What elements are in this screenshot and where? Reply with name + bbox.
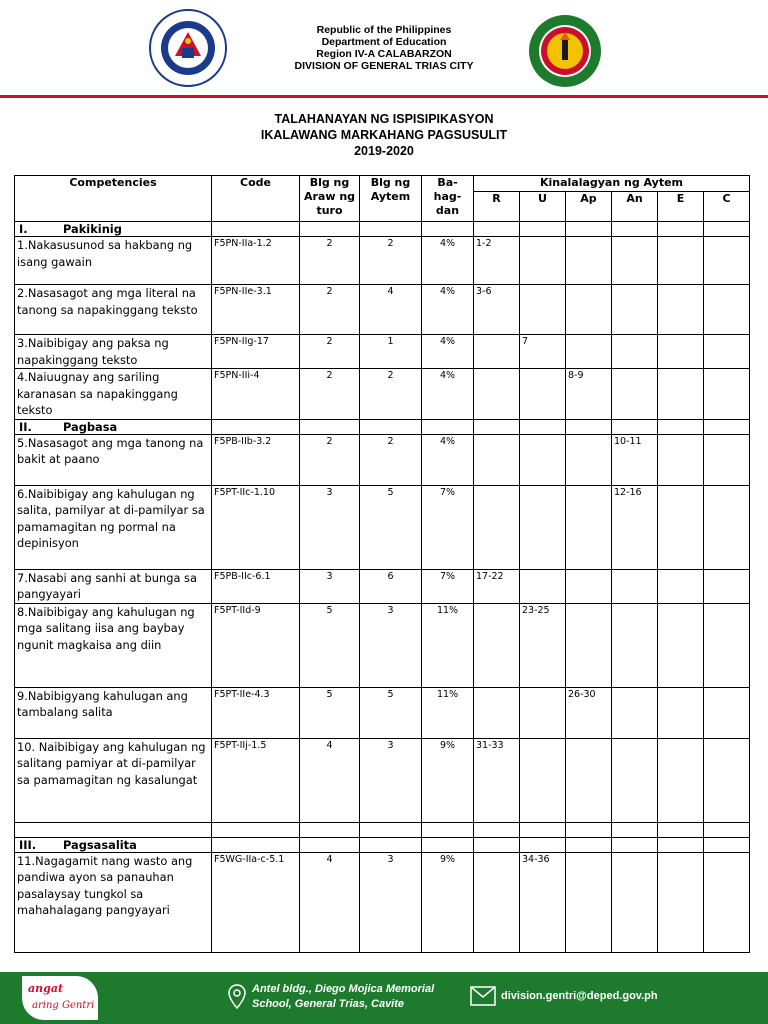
an-cell xyxy=(612,285,658,335)
c-cell xyxy=(704,738,750,822)
r-cell xyxy=(474,369,520,420)
r-cell xyxy=(474,335,520,369)
code-cell: F5PN-IIe-3.1 xyxy=(212,285,300,335)
an-cell: 10-11 xyxy=(612,434,658,485)
percent-cell: 4% xyxy=(422,434,474,485)
days-cell: 5 xyxy=(300,603,360,687)
table-row xyxy=(15,369,750,420)
e-cell xyxy=(658,569,704,603)
footer-address xyxy=(252,982,434,1012)
competency-cell: 2.Nasasagot ang mga literal na tanong sa napakinggang teksto xyxy=(15,285,212,335)
table-row xyxy=(15,738,750,822)
u-cell: 34-36 xyxy=(520,852,566,952)
e-cell xyxy=(658,485,704,569)
percent-cell: 9% xyxy=(422,738,474,822)
c-cell xyxy=(704,485,750,569)
days-cell: 2 xyxy=(300,369,360,420)
r-cell xyxy=(474,434,520,485)
header-days: Blg ng Araw ng turo xyxy=(300,176,360,222)
header-code: Code xyxy=(212,176,300,222)
header-location: Kinalalagyan ng Aytem xyxy=(474,176,750,192)
division-seal-icon xyxy=(528,14,602,88)
c-cell xyxy=(704,569,750,603)
an-cell xyxy=(612,852,658,952)
c-cell xyxy=(704,237,750,285)
r-cell xyxy=(474,852,520,952)
header-an: An xyxy=(612,192,658,222)
competency-cell: 1.Nakasusunod sa hakbang ng isang gawain xyxy=(15,237,212,285)
header-competencies: Competencies xyxy=(15,176,212,222)
percent-cell: 4% xyxy=(422,335,474,369)
competency-cell: 11.Nagagamit nang wasto ang pandiwa ayon sa panauhan pasalaysay tungkol sa mahahalagang pangyayari xyxy=(15,852,212,952)
u-cell xyxy=(520,434,566,485)
c-cell xyxy=(704,852,750,952)
u-cell xyxy=(520,237,566,285)
items-cell: 2 xyxy=(360,237,422,285)
ap-cell xyxy=(566,603,612,687)
code-cell: F5PN-IIi-4 xyxy=(212,369,300,420)
days-cell: 3 xyxy=(300,569,360,603)
percent-cell: 4% xyxy=(422,369,474,420)
percent-cell: 7% xyxy=(422,485,474,569)
table-row xyxy=(15,603,750,687)
section-name: Pagsasalita xyxy=(63,837,137,852)
r-cell xyxy=(474,687,520,738)
u-cell xyxy=(520,285,566,335)
competency-cell: 3.Naibibigay ang paksa ng napakinggang teksto xyxy=(15,335,212,369)
an-cell xyxy=(612,738,658,822)
header-ap: Ap xyxy=(566,192,612,222)
r-cell: 17-22 xyxy=(474,569,520,603)
percent-cell: 4% xyxy=(422,237,474,285)
code-cell: F5PB-IIc-6.1 xyxy=(212,569,300,603)
header-r: R xyxy=(474,192,520,222)
an-cell: 12-16 xyxy=(612,485,658,569)
code-cell: F5PN-IIa-1.2 xyxy=(212,237,300,285)
e-cell xyxy=(658,603,704,687)
u-cell: 7 xyxy=(520,335,566,369)
header-republic: Republic of the Philippines xyxy=(316,24,452,36)
code-cell: F5PT-IIj-1.5 xyxy=(212,738,300,822)
ap-cell xyxy=(566,738,612,822)
section-row xyxy=(15,419,750,434)
u-cell: 23-25 xyxy=(520,603,566,687)
percent-cell: 11% xyxy=(422,603,474,687)
ap-cell: 8-9 xyxy=(566,369,612,420)
code-cell: F5WG-IIa-c-5.1 xyxy=(212,852,300,952)
r-cell xyxy=(474,485,520,569)
ap-cell xyxy=(566,434,612,485)
r-cell xyxy=(474,603,520,687)
gentri-logo xyxy=(22,976,98,1020)
title-line-1: TALAHANAYAN NG ISPISIPIKASYON xyxy=(274,112,494,126)
header-percent: Ba-hag-dan xyxy=(422,176,474,222)
items-cell: 3 xyxy=(360,852,422,952)
r-cell: 31-33 xyxy=(474,738,520,822)
e-cell xyxy=(658,738,704,822)
mail-icon xyxy=(470,986,496,1006)
u-cell xyxy=(520,369,566,420)
an-cell xyxy=(612,335,658,369)
table-row xyxy=(15,434,750,485)
percent-cell: 7% xyxy=(422,569,474,603)
location-pin-icon xyxy=(228,984,246,1010)
days-cell: 2 xyxy=(300,434,360,485)
c-cell xyxy=(704,434,750,485)
ap-cell xyxy=(566,285,612,335)
table-row xyxy=(15,335,750,369)
days-cell: 4 xyxy=(300,852,360,952)
c-cell xyxy=(704,603,750,687)
section-row xyxy=(15,837,750,852)
e-cell xyxy=(658,852,704,952)
u-cell xyxy=(520,738,566,822)
title-line-3: 2019-2020 xyxy=(354,144,414,158)
items-cell: 6 xyxy=(360,569,422,603)
e-cell xyxy=(658,285,704,335)
header-u: U xyxy=(520,192,566,222)
days-cell: 3 xyxy=(300,485,360,569)
footer-email[interactable]: division.gentri@deped.gov.ph xyxy=(501,990,658,1002)
days-cell: 4 xyxy=(300,738,360,822)
ap-cell xyxy=(566,569,612,603)
section-number: II. xyxy=(19,419,32,434)
letterhead xyxy=(0,0,768,92)
e-cell xyxy=(658,434,704,485)
items-cell: 4 xyxy=(360,285,422,335)
table-row xyxy=(15,285,750,335)
competency-cell: 4.Naiuugnay ang sariling karanasan sa napakinggang teksto xyxy=(15,369,212,420)
table-row xyxy=(15,687,750,738)
table-row xyxy=(15,569,750,603)
table-row xyxy=(15,485,750,569)
days-cell: 2 xyxy=(300,237,360,285)
ap-cell xyxy=(566,237,612,285)
an-cell xyxy=(612,687,658,738)
u-cell xyxy=(520,569,566,603)
header-c: C xyxy=(704,192,750,222)
footer-bar xyxy=(0,972,768,1024)
header-department: Department of Education xyxy=(321,36,447,48)
ap-cell xyxy=(566,852,612,952)
c-cell xyxy=(704,369,750,420)
header-divider xyxy=(0,95,768,98)
r-cell: 3-6 xyxy=(474,285,520,335)
competency-cell: 5.Nasasagot ang mga tanong na bakit at paano xyxy=(15,434,212,485)
e-cell xyxy=(658,369,704,420)
c-cell xyxy=(704,285,750,335)
specification-table xyxy=(14,175,750,953)
code-cell: F5PB-IIb-3.2 xyxy=(212,434,300,485)
title-line-2: IKALAWANG MARKAHANG PAGSUSULIT xyxy=(260,128,508,142)
competency-cell: 10. Naibibigay ang kahulugan ng salitang pamiyar at di-pamilyar sa pamamagitan ng kasalungat xyxy=(15,738,212,822)
an-cell xyxy=(612,569,658,603)
days-cell: 2 xyxy=(300,335,360,369)
section-number: I. xyxy=(19,222,28,236)
percent-cell: 4% xyxy=(422,285,474,335)
header-region: Region IV-A CALABARZON xyxy=(316,48,452,60)
ap-cell xyxy=(566,485,612,569)
an-cell xyxy=(612,603,658,687)
u-cell xyxy=(520,485,566,569)
table-row xyxy=(15,237,750,285)
items-cell: 5 xyxy=(360,485,422,569)
document-title xyxy=(0,111,768,159)
logo-text-1: angat xyxy=(28,982,64,995)
code-cell: F5PT-IIe-4.3 xyxy=(212,687,300,738)
table-row xyxy=(15,852,750,952)
section-number: III. xyxy=(19,837,37,852)
competency-cell: 7.Nasabi ang sanhi at bunga sa pangyayari xyxy=(15,569,212,603)
r-cell: 1-2 xyxy=(474,237,520,285)
code-cell: F5PT-IId-9 xyxy=(212,603,300,687)
items-cell: 1 xyxy=(360,335,422,369)
items-cell: 3 xyxy=(360,738,422,822)
code-cell: F5PN-IIg-17 xyxy=(212,335,300,369)
address-line-2: School, General Trias, Cavite xyxy=(252,998,405,1010)
header-e: E xyxy=(658,192,704,222)
address-line-1: Antel bldg., Diego Mojica Memorial xyxy=(252,983,435,995)
competency-cell: 6.Naibibigay ang kahulugan ng salita, pamilyar at di-pamilyar sa pamamagitan ng pormal na depinisyon xyxy=(15,485,212,569)
section-name: Pakikinig xyxy=(63,222,122,236)
items-cell: 2 xyxy=(360,369,422,420)
days-cell: 2 xyxy=(300,285,360,335)
an-cell xyxy=(612,237,658,285)
ap-cell: 26-30 xyxy=(566,687,612,738)
code-cell: F5PT-IIc-1.10 xyxy=(212,485,300,569)
section-row xyxy=(15,222,750,237)
c-cell xyxy=(704,335,750,369)
e-cell xyxy=(658,335,704,369)
an-cell xyxy=(612,369,658,420)
percent-cell: 9% xyxy=(422,852,474,952)
items-cell: 5 xyxy=(360,687,422,738)
items-cell: 2 xyxy=(360,434,422,485)
blank-row xyxy=(15,822,750,837)
e-cell xyxy=(658,237,704,285)
logo-text-2: aring Gentri xyxy=(32,1000,95,1011)
e-cell xyxy=(658,687,704,738)
days-cell: 5 xyxy=(300,687,360,738)
header-items: Blg ng Aytem xyxy=(360,176,422,222)
u-cell xyxy=(520,687,566,738)
competency-cell: 8.Naibibigay ang kahulugan ng mga salitang iisa ang baybay ngunit magkaisa ang diin xyxy=(15,603,212,687)
competency-cell: 9.Nabibigyang kahulugan ang tambalang salita xyxy=(15,687,212,738)
percent-cell: 11% xyxy=(422,687,474,738)
ap-cell xyxy=(566,335,612,369)
section-name: Pagbasa xyxy=(63,419,118,434)
header-division: DIVISION OF GENERAL TRIAS CITY xyxy=(294,60,474,72)
c-cell xyxy=(704,687,750,738)
items-cell: 3 xyxy=(360,603,422,687)
